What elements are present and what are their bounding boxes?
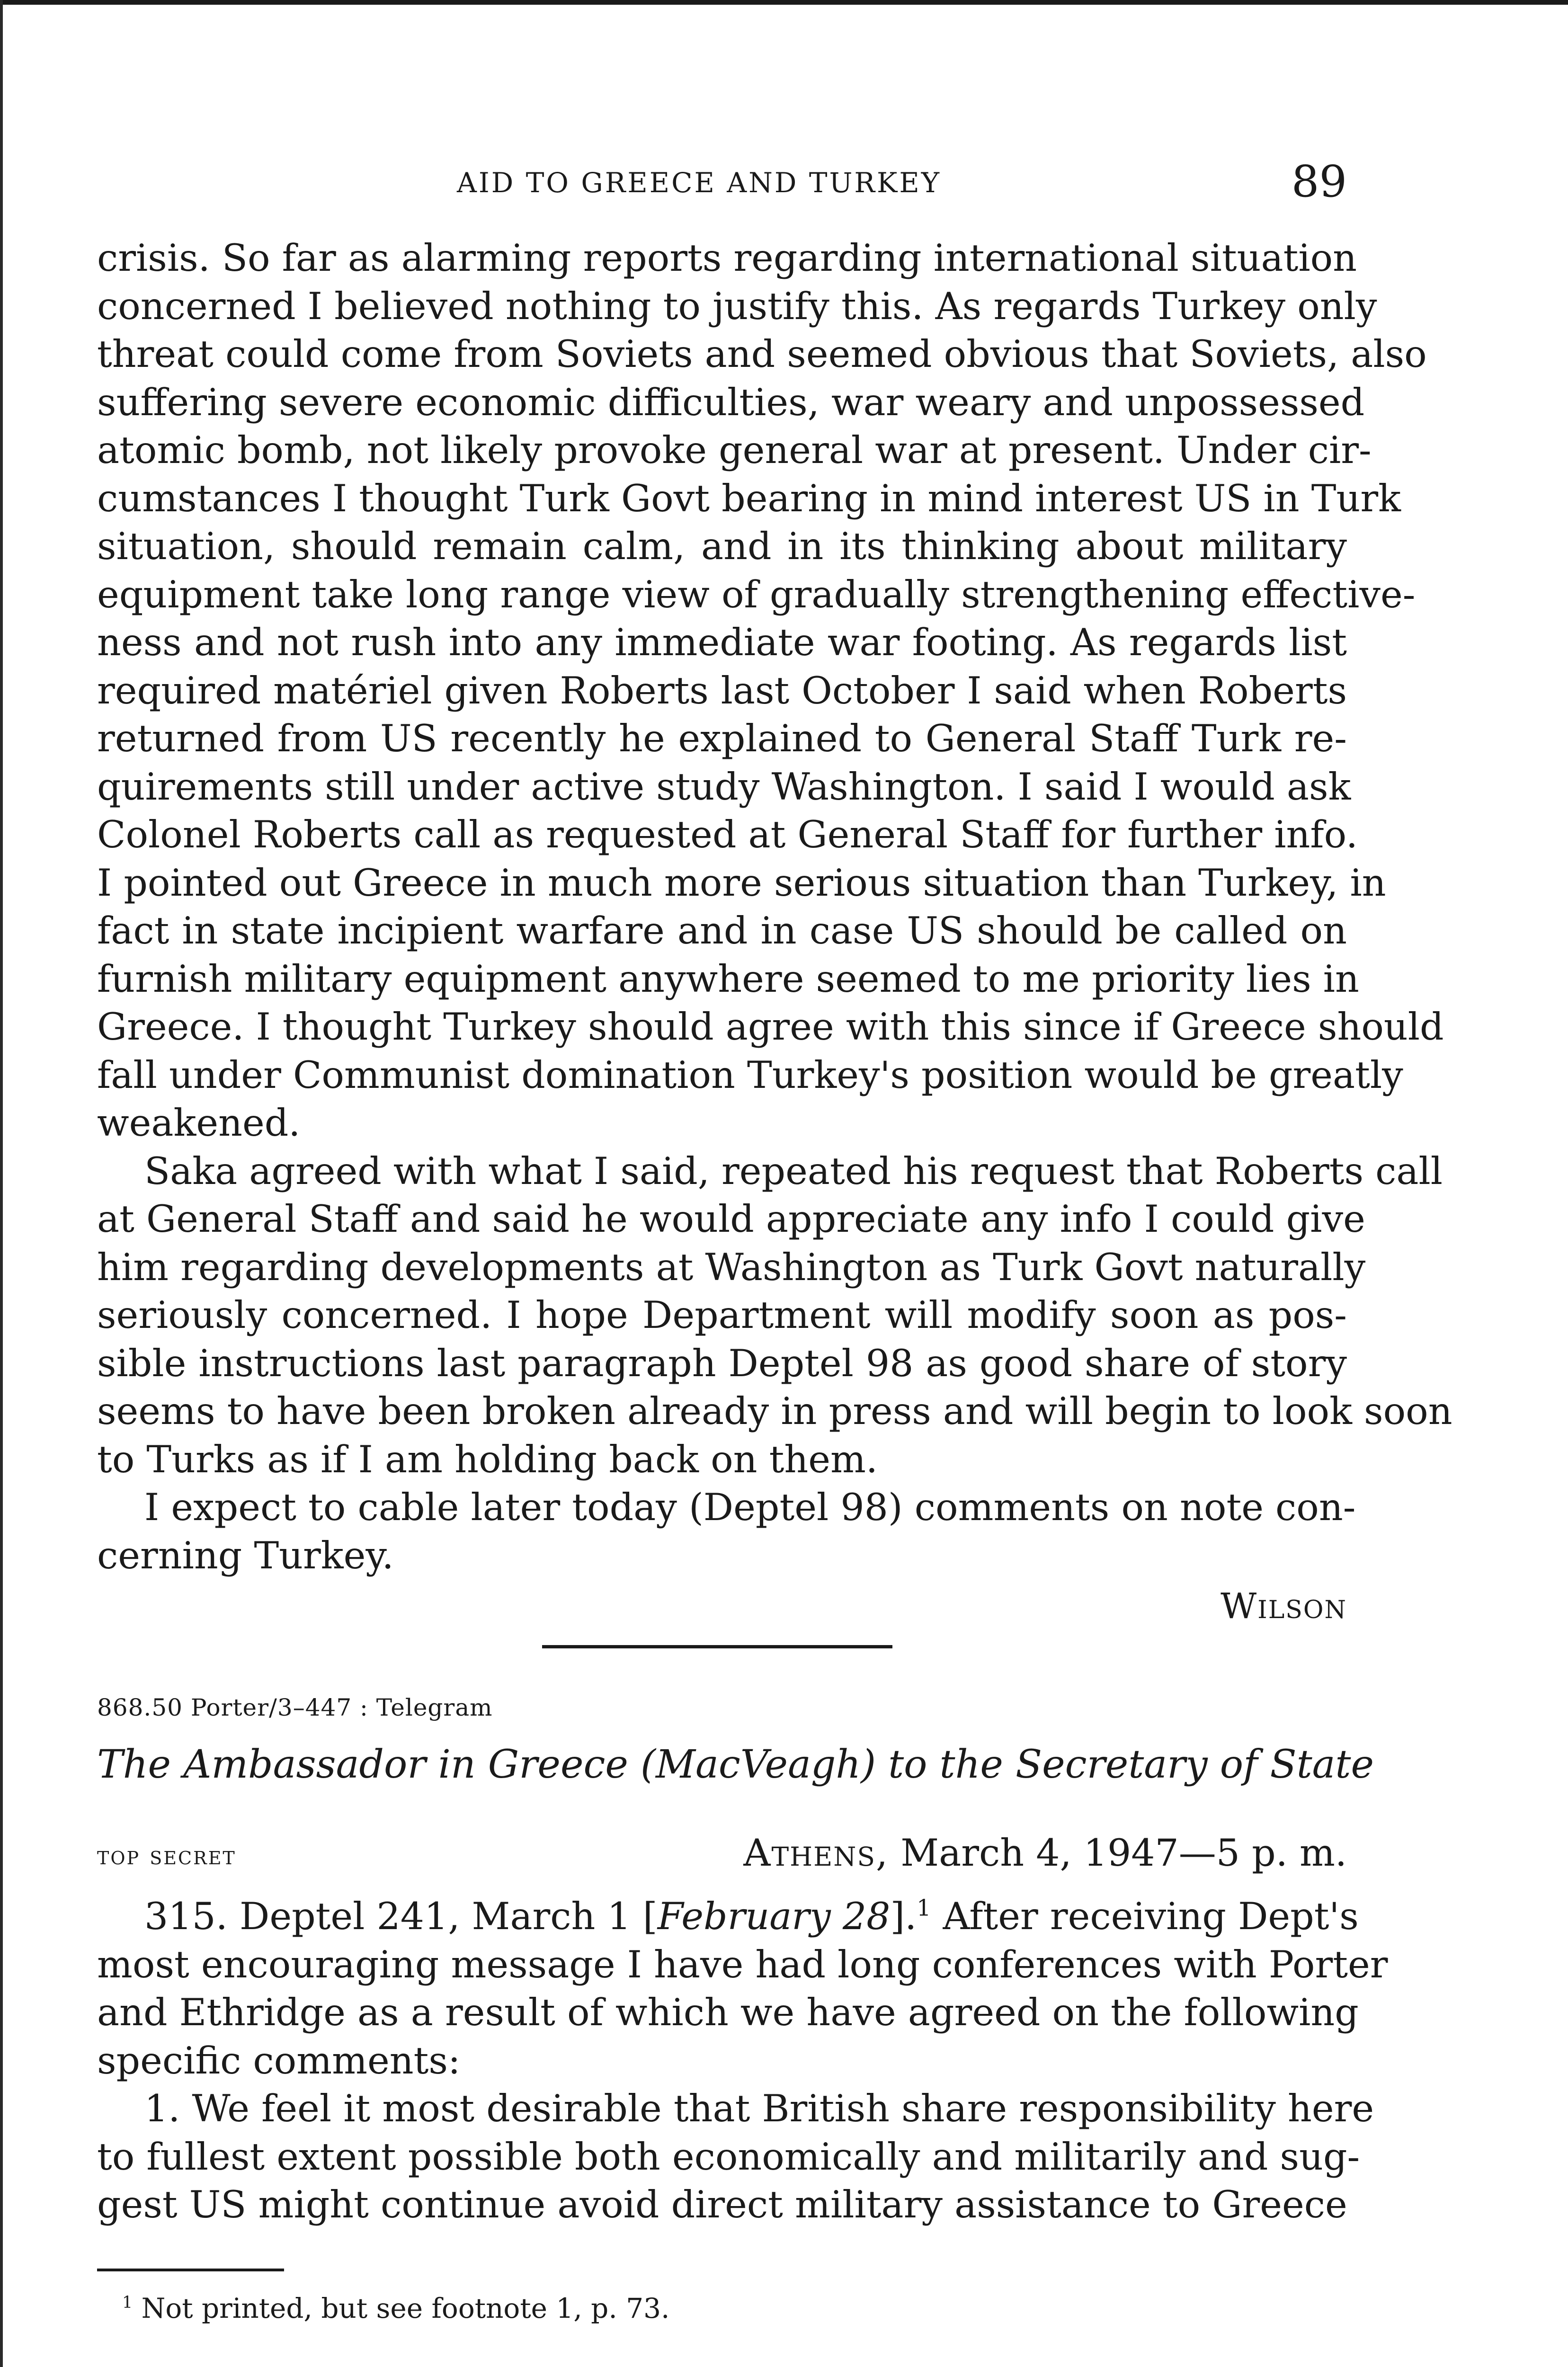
- text-line: and Ethridge as a result of which we have agreed on the following: [97, 1991, 1359, 2034]
- running-head: [97, 156, 1347, 208]
- text-line: to Turks as if I am holding back on them.: [97, 1437, 878, 1481]
- text-line: fall under Communist domination Turkey's position would be greatly: [97, 1053, 1403, 1097]
- text-line: I expect to cable later today (Deptel 98) comments on note con-: [144, 1486, 1356, 1529]
- section-divider: [542, 1645, 892, 1648]
- text-line: suffering severe economic difficulties, war weary and unpossessed: [97, 380, 1365, 424]
- text-line: equipment take long range view of gradually strengthening effective-: [97, 572, 1416, 616]
- text-line: weakened.: [97, 1101, 301, 1145]
- text-line: most encouraging message I have had long conferences with Porter: [97, 1942, 1388, 1986]
- telegram-body: [97, 1893, 1388, 2229]
- footnote-divider: [97, 2269, 284, 2271]
- file-reference: 868.50 Porter/3–447 : Telegram: [97, 1694, 493, 1721]
- footnote-marker: 1: [122, 2293, 133, 2313]
- text-line: threat could come from Soviets and seemed obvious that Soviets, also: [97, 332, 1427, 376]
- footnote: [122, 2292, 669, 2324]
- text-segment: ].: [890, 1895, 917, 1938]
- text-line: him regarding developments at Washington as Turk Govt naturally: [97, 1245, 1366, 1289]
- text-line: concerned I believed nothing to justify this. As regards Turkey only: [97, 284, 1377, 328]
- text-line: seriously concerned. I hope Department will modify soon as pos-: [97, 1293, 1347, 1337]
- top-border: [0, 0, 1568, 5]
- text-segment: 315. Deptel 241, March 1 [: [144, 1895, 658, 1938]
- text-line: required matériel given Roberts last October I said when Roberts: [97, 668, 1347, 712]
- text-line: Colonel Roberts call as requested at General Staff for further info.: [97, 813, 1358, 856]
- dateline-date: March 4, 1947—5 p. m.: [900, 1831, 1347, 1875]
- text-line: cerning Turkey.: [97, 1533, 394, 1577]
- text-line: atomic bomb, not likely provoke general war at present. Under cir-: [97, 428, 1372, 472]
- text-line: furnish military equipment anywhere seemed to me priority lies in: [97, 957, 1359, 1001]
- text-line: [97, 1893, 1359, 1941]
- text-line: seems to have been broken already in press and will begin to look soon: [97, 1389, 1452, 1433]
- text-line: gest US might continue avoid direct military assistance to Greece: [97, 2183, 1347, 2226]
- footnote-ref: 1: [917, 1895, 931, 1922]
- dateline: [743, 1831, 1347, 1875]
- text-line: 1. We feel it most desirable that British share responsibility here: [144, 2087, 1374, 2130]
- text-line: ness and not rush into any immediate war footing. As regards list: [97, 621, 1347, 664]
- signature: Wilson: [1221, 1586, 1347, 1627]
- document-title: The Ambassador in Greece (MacVeagh) to the Secretary of State: [97, 1742, 1374, 1787]
- text-line: sible instructions last paragraph Deptel 98 as good share of story: [97, 1341, 1347, 1385]
- date-correction: February 28: [657, 1895, 891, 1938]
- text-line: cumstances I thought Turk Govt bearing in mind interest US in Turk: [97, 476, 1401, 520]
- text-line: at General Staff and said he would appreciate any info I could give: [97, 1197, 1365, 1241]
- classification: top secret: [97, 1841, 236, 1870]
- text-line: returned from US recently he explained to General Staff Turk re-: [97, 717, 1347, 760]
- text-line: quirements still under active study Washington. I said I would ask: [97, 765, 1351, 809]
- body-text-continued: [97, 234, 1452, 1580]
- text-segment: After receiving Dept's: [931, 1895, 1359, 1938]
- text-line: to fullest extent possible both economically and militarily and sug-: [97, 2135, 1360, 2179]
- running-title: AID TO GREECE AND TURKEY: [457, 167, 942, 199]
- left-border: [0, 0, 3, 2367]
- footnote-text: Not printed, but see footnote 1, p. 73.: [141, 2292, 670, 2324]
- text-line: fact in state incipient warfare and in case US should be called on: [97, 909, 1347, 952]
- dateline-place: Athens,: [743, 1831, 889, 1875]
- text-line: Greece. I thought Turkey should agree with this since if Greece should: [97, 1005, 1444, 1049]
- text-line: situation, should remain calm, and in its thinking about military: [97, 525, 1347, 568]
- text-line: I pointed out Greece in much more serious situation than Turkey, in: [97, 861, 1386, 905]
- page-number: 89: [1291, 156, 1347, 207]
- text-line: crisis. So far as alarming reports regarding international situation: [97, 236, 1357, 280]
- text-line: specific comments:: [97, 2038, 461, 2082]
- text-line: Saka agreed with what I said, repeated his request that Roberts call: [144, 1149, 1443, 1193]
